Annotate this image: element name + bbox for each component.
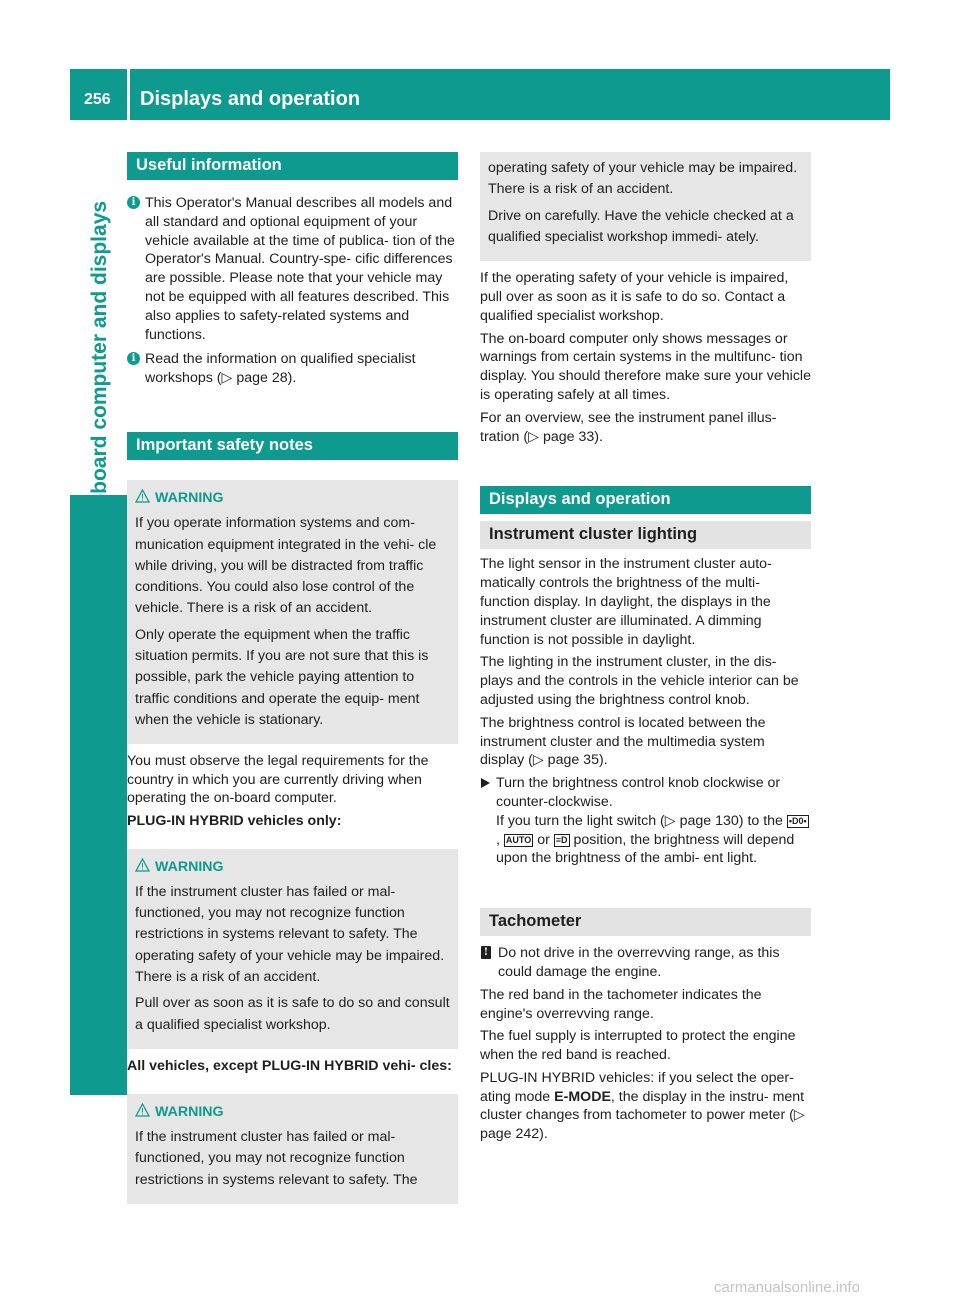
- section-title-displays-and-operation: Displays and operation: [480, 486, 811, 514]
- warning-box-continued: [480, 152, 811, 261]
- section-title-important-safety-notes: Important safety notes: [127, 432, 458, 460]
- info-icon: i: [127, 196, 140, 209]
- info-note-text: Read the information on qualified specialist workshops (▷ page 28).: [145, 351, 416, 387]
- left-column: [127, 152, 458, 1204]
- side-tab-label: On-board computer and displays: [88, 200, 111, 530]
- body-text: You must observe the legal requirements for the country in which you are currently driving when operating the on-board computer.: [127, 753, 429, 807]
- info-note: [127, 194, 458, 344]
- info-icon: i: [127, 352, 140, 365]
- step-arrow-icon: [481, 778, 490, 788]
- warning-heading: WARNING: [135, 488, 450, 509]
- section-title-useful-information: Useful information: [127, 152, 458, 180]
- side-tab-block: [70, 495, 127, 1095]
- subsection-title-instrument-cluster-lighting: Instrument cluster lighting: [480, 521, 811, 549]
- body-text: For an overview, see the instrument panel illus- tration (▷ page 33).: [480, 409, 777, 445]
- instruction-step: Turn the brightness control knob clockwise or counter-clockwise. If you turn the light switch (▷ page 130) to the •D0•, AUTO or ≡D position, the brightness will depend upon the brightness of the ambi- ent light.: [480, 774, 811, 868]
- warning-text: Drive on carefully. Have the vehicle checked at a qualified specialist workshop immedi- ately.: [488, 207, 794, 245]
- body-text: The red band in the tachometer indicates the engine's overrevving range.: [480, 986, 762, 1022]
- warning-heading: WARNING: [135, 1102, 450, 1123]
- warning-triangle-icon: [135, 1103, 150, 1117]
- subsection-title-tachometer: Tachometer: [480, 908, 811, 936]
- body-text: The fuel supply is interrupted to protect the engine when the red band is reached.: [480, 1028, 796, 1064]
- page-title: Displays and operation: [140, 88, 361, 110]
- parking-light-icon: •D0•: [788, 815, 807, 826]
- warning-text: If the instrument cluster has failed or mal- functioned, you may not recognize function restrictions in systems relevant to safety. The: [135, 1129, 418, 1188]
- subheading: All vehicles, except PLUG-IN HYBRID vehi- cles:: [127, 1057, 452, 1074]
- watermark: carmanualsonline.info: [714, 1279, 860, 1296]
- warning-triangle-icon: [135, 489, 150, 503]
- warning-text: If you operate information systems and com- munication equipment integrated in the vehi- cle while driving, you will be distracted from traffic conditions. You could also lose control of the vehicle. There is a risk of an accident.: [135, 515, 437, 617]
- body-text: The brightness control is located between the instrument cluster and the multimedia system display (▷ page 35).: [480, 714, 766, 769]
- subheading: PLUG-IN HYBRID vehicles only:: [127, 812, 342, 829]
- caution-note: ! Do not drive in the overrevving range, as this could damage the engine.: [480, 944, 811, 982]
- body-text: The light sensor in the instrument cluster auto- matically controls the brightness of the multi- function display. In daylight, the displays in the instrument cluster are illuminated. A dimming function is not possible in daylight.: [480, 556, 772, 648]
- warning-box: [127, 480, 458, 744]
- page-number: 256: [84, 91, 111, 108]
- exclamation-icon: !: [481, 946, 491, 959]
- info-note-text: This Operator's Manual describes all models and all standard and optional equipment of your vehicle available at the time of publica- tion of the Operator's Manual. Country-spe- cific differences are possible. Please note that your vehicle may not be equipped with all features described. This also applies to safety-related systems and functions.: [145, 195, 455, 343]
- body-text: The lighting in the instrument cluster, in the dis- plays and the controls in the vehicle interior can be adjusted using the brightness control knob.: [480, 654, 799, 708]
- low-beam-icon: ≡D: [555, 834, 568, 845]
- body-text: PLUG-IN HYBRID vehicles: if you select the oper- ating mode E-MODE, the display in the instru- ment cluster changes from tachometer to power meter (▷ page 242).: [480, 1069, 805, 1143]
- warning-text: operating safety of your vehicle may be impaired. There is a risk of an accident.: [488, 160, 798, 198]
- warning-text: Only operate the equipment when the traffic situation permits. If you are not sure that this is possible, park the vehicle paying attention to traffic conditions and operate the equip- ment when the vehicle is stationary.: [135, 626, 429, 728]
- warning-heading: WARNING: [135, 857, 450, 878]
- body-text: The on-board computer only shows messages or warnings from certain systems in the multifunc- tion display. You should therefore make sure your vehicle is operating safely at all times.: [480, 330, 811, 403]
- warning-text: If the instrument cluster has failed or mal- functioned, you may not recognize function restrictions in systems relevant to safety. The operating safety of your vehicle may be impaired. There is a risk of an accident.: [135, 883, 445, 986]
- right-column: [480, 152, 811, 1148]
- body-text: If the operating safety of your vehicle is impaired, pull over as soon as it is safe to do so. Contact a qualified specialist workshop.: [480, 270, 789, 324]
- auto-light-icon: AUTO: [505, 834, 532, 845]
- warning-box: [127, 1094, 458, 1204]
- warning-triangle-icon: [135, 858, 150, 872]
- info-note: [127, 350, 458, 388]
- warning-box: [127, 849, 458, 1049]
- header-divider: [127, 69, 130, 120]
- warning-text: Pull over as soon as it is safe to do so and consult a qualified specialist workshop.: [135, 995, 450, 1033]
